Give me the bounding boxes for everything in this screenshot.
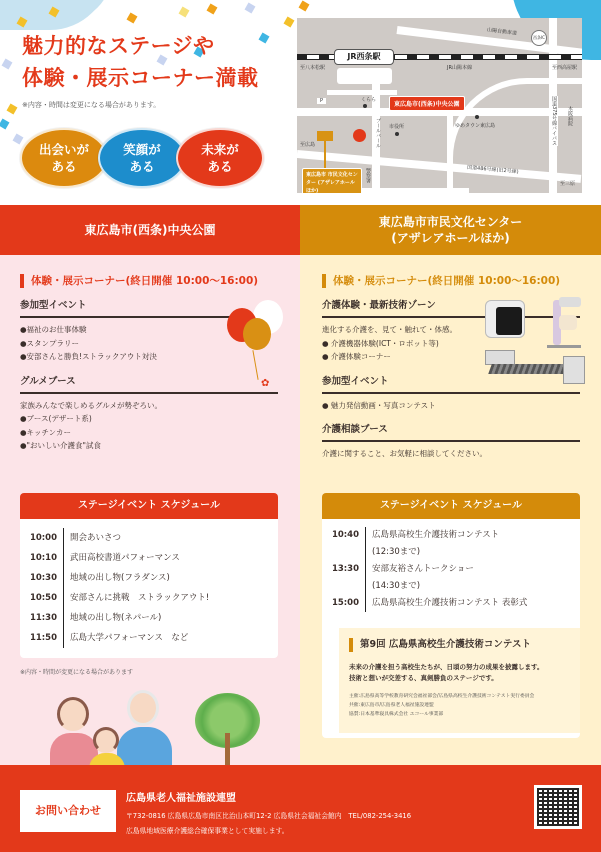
youme-town-label: ゆめタウン東広島 [455,123,496,129]
consult-text: 介護に関すること、お気軽に相談してください。 [322,449,487,458]
schedule-event: (14:30まで) [372,581,421,591]
confetti-icon [245,3,256,14]
side-road [327,90,397,95]
schedule-row [20,548,278,568]
tagline-encounter [20,128,108,188]
contest-desc-line: 未来の介護を担う高校生たちが、日頃の努力の成果を披露します。 [349,663,544,671]
schedule-time: 11:30 [20,608,64,628]
child-icon [93,727,119,753]
tagline-circles [20,128,270,188]
list-item: ● 介護機器体験(ICT・ロボット等) [322,338,439,348]
park-stage-schedule [20,493,278,658]
schedule-event: 地域の出し物(ネパール) [70,613,162,623]
confetti-icon [179,7,190,18]
funding-note: 広島県地域医療介護総合確保事業として実施します。 [126,827,289,835]
list-item: ● 魅力発信動画・写真コンテスト [322,400,436,410]
tagline-smile [98,128,186,188]
consult-heading: 介護相談ブース [322,421,580,442]
schedule-row [322,561,580,578]
confetti-icon [0,119,9,130]
schedule-row [20,628,278,648]
headline [22,30,259,94]
organization-address: 〒732-0816 広島県広島市南区比治山本町12-2 広島県社会福祉会館内 TEL/082-254-3416 [126,812,412,820]
police-label: 警察署 [365,168,371,183]
gourmet-intro: 家族みんなで楽しめるグルメが勢ぞろい。 [20,400,163,410]
boulevard-label: ブールバール [375,118,381,148]
schedule-time: 11:50 [20,628,64,648]
youme-town-marker [475,115,479,119]
schedule-time: 10:10 [20,548,64,568]
contest-desc-line: 技術と想いが交差する、真剣勝負のステージです。 [349,674,498,682]
kurara-marker [363,104,367,108]
headline-line-2: 体験・展示コーナー満載 [22,66,259,90]
schedule-row [322,595,580,612]
contact-button[interactable]: お問い合わせ [20,790,116,832]
list-item: ●スタンプラリー [20,338,80,348]
balloons-illustration [225,300,285,390]
tagline-text: ある [51,159,77,174]
list-item: ● 介護体験コーナー [322,352,391,361]
care-devices-image [480,295,595,395]
confetti-icon [284,17,295,28]
saijo-ic-label: 西条IC [531,30,547,46]
tagline-text: 出会いが [38,142,89,157]
schedule-heading: ステージイベント スケジュール [322,493,580,519]
schedule-row [322,578,580,595]
exhibit-corner-title: 体験・展示コーナー(終日開催 10:00〜16:00) [20,274,300,288]
park-column [0,205,300,765]
device-icon [485,300,525,338]
orange-balloon-icon [243,318,271,350]
list-item: ●ブース(デザート系) [20,414,92,423]
contest-organizer: 主催:広島県高等学校教育研究会福祉部会/広島県高校生介護技術コンテスト実行委員会 [349,694,535,699]
city-hall-label: 市役所 [389,124,405,130]
nishitakaya-label: 至西高屋駅 [552,65,578,71]
headline-line-1: 魅力的なステージや [22,34,215,58]
culture-center-column [300,205,601,765]
schedule-row [322,527,580,544]
contest-title: 第9回 広島県高校生介護技術コンテスト [349,638,576,652]
care-bed-icon [485,350,585,390]
schedule-event: 広島大学パフォーマンス など [70,633,189,643]
confetti-icon [7,104,18,115]
schedule-event: 地域の出し物(フラダンス) [70,573,170,583]
contest-info-box [339,628,580,733]
qr-code-icon[interactable] [534,785,582,829]
balloon-string [252,350,258,380]
kurara-label: くらら [361,97,377,103]
schedule-event: 広島県高校生介護技術コンテスト [372,530,500,540]
park-location-label: 東広島市(西条)中央公園 [389,96,465,111]
confetti-icon [299,1,310,12]
schedule-heading: ステージイベント スケジュール [20,493,278,519]
access-map [297,18,582,193]
list-item: ●"おいしい介護食"試食 [20,441,101,450]
lift-robot-icon [545,295,585,350]
tagline-text: 未来が [201,142,239,157]
culture-stage-schedule [322,493,580,738]
confetti-icon [259,33,270,44]
tree-illustration [190,693,265,773]
gourmet-heading: グルメブース [20,373,278,394]
confetti-icon [207,4,218,15]
park-column-title: 東広島市(西条)中央公園 [0,205,300,255]
culture-center-column-title [300,205,601,255]
tagline-text: ある [129,159,155,174]
schedule-time: 10:00 [20,528,64,548]
column-title-line: 東広島市市民文化センター [378,215,523,229]
sanyo-line-label: JR山陽本線 [447,65,472,71]
schedule-event: 安部友裕さんトークショー [372,564,474,574]
schedule-time [322,544,366,561]
ribbon-icon: ✿ [261,378,270,389]
contest-sponsor: 協賛:日本基準寝具株式会社 エコール事業部 [349,712,444,717]
station-plaza [337,68,392,84]
schedule-event: 安部さんに挑戦 ストラックアウト! [70,593,210,603]
tagline-text: 笑顔が [123,142,161,157]
column-title-line: (アザレアホールほか) [391,231,510,245]
grandfather-icon [127,690,159,726]
park-location-marker [353,129,366,142]
schedule-time: 10:40 [322,527,366,544]
tagline-text: ある [207,159,233,174]
culture-center-label: 東広島市 市民文化センター (アザレアホールほか) [302,168,362,193]
schedule-row [322,544,580,561]
tagline-future [176,128,264,188]
list-item: ●安部さんと勝負!ストラックアウト対決 [20,352,157,361]
contest-co-host: 共催:東広島市/広島県老人福祉施設連盟 [349,703,434,708]
contest-description [349,662,576,684]
footer [0,765,601,852]
schedule-time [322,578,366,595]
care-zone-heading: 介護体験・最新技術ゾーン [322,297,580,318]
city-hall-marker [395,132,399,136]
confetti-icon [2,59,13,70]
exhibit-corner-title: 体験・展示コーナー(終日開催 10:00〜16:00) [322,274,601,288]
contest-credits [349,692,576,719]
schedule-change-note: ※内容・時間が変更になる場合があります [20,669,134,676]
culture-center-marker [317,131,333,141]
culture-center-leader [324,141,326,169]
route2-label: 国道486号線(旧2号線) [466,164,519,176]
schedule-row [20,588,278,608]
schedule-event: 広島県高校生介護技術コンテスト 表彰式 [372,598,528,608]
schedule-time: 10:50 [20,588,64,608]
confetti-icon [127,13,138,24]
participation-heading: 参加型イベント [20,297,235,318]
hospital-label: 木阪病院 [567,106,573,126]
parking-label: P [317,98,326,104]
schedule-time: 15:00 [322,595,366,612]
schedule-event: 開会あいさつ [70,533,122,543]
organization-name: 広島県老人福祉施設連盟 [126,793,236,804]
schedule-row [20,528,278,548]
to-mihara-label: 至三原 [560,181,576,187]
schedule-event: (12:30まで) [372,547,421,557]
list-item: ●福祉のお仕事体験 [20,325,87,334]
jr-saijo-station: JR西条駅 [334,49,394,65]
side-road [349,188,469,193]
care-zone-intro: 進化する介護を、見て・触れて・体感。 [322,325,457,334]
hachihonmatsu-label: 至八本松駅 [300,65,326,71]
list-item: ●キッチンカー [20,427,72,437]
schedule-time: 10:30 [20,568,64,588]
schedule-change-note: ※内容・時間は変更になる場合があります。 [22,101,161,109]
to-hiroshima-label: 至広島 [300,142,316,148]
bypass-label: 国道375号線バイパス [551,96,557,146]
participation-heading: 参加型イベント [322,373,580,394]
top-banner [0,0,601,205]
schedule-time: 13:30 [322,561,366,578]
gourmet-list [20,399,300,453]
schedule-row [20,568,278,588]
schedule-event: 武田高校書道パフォーマンス [70,553,180,563]
mother-icon [57,697,89,731]
tree-trunk [225,733,230,768]
family-illustration [45,685,175,765]
participation-list [322,399,601,413]
highway-label: 山陽自動車道 [486,27,518,37]
schedule-row [20,608,278,628]
